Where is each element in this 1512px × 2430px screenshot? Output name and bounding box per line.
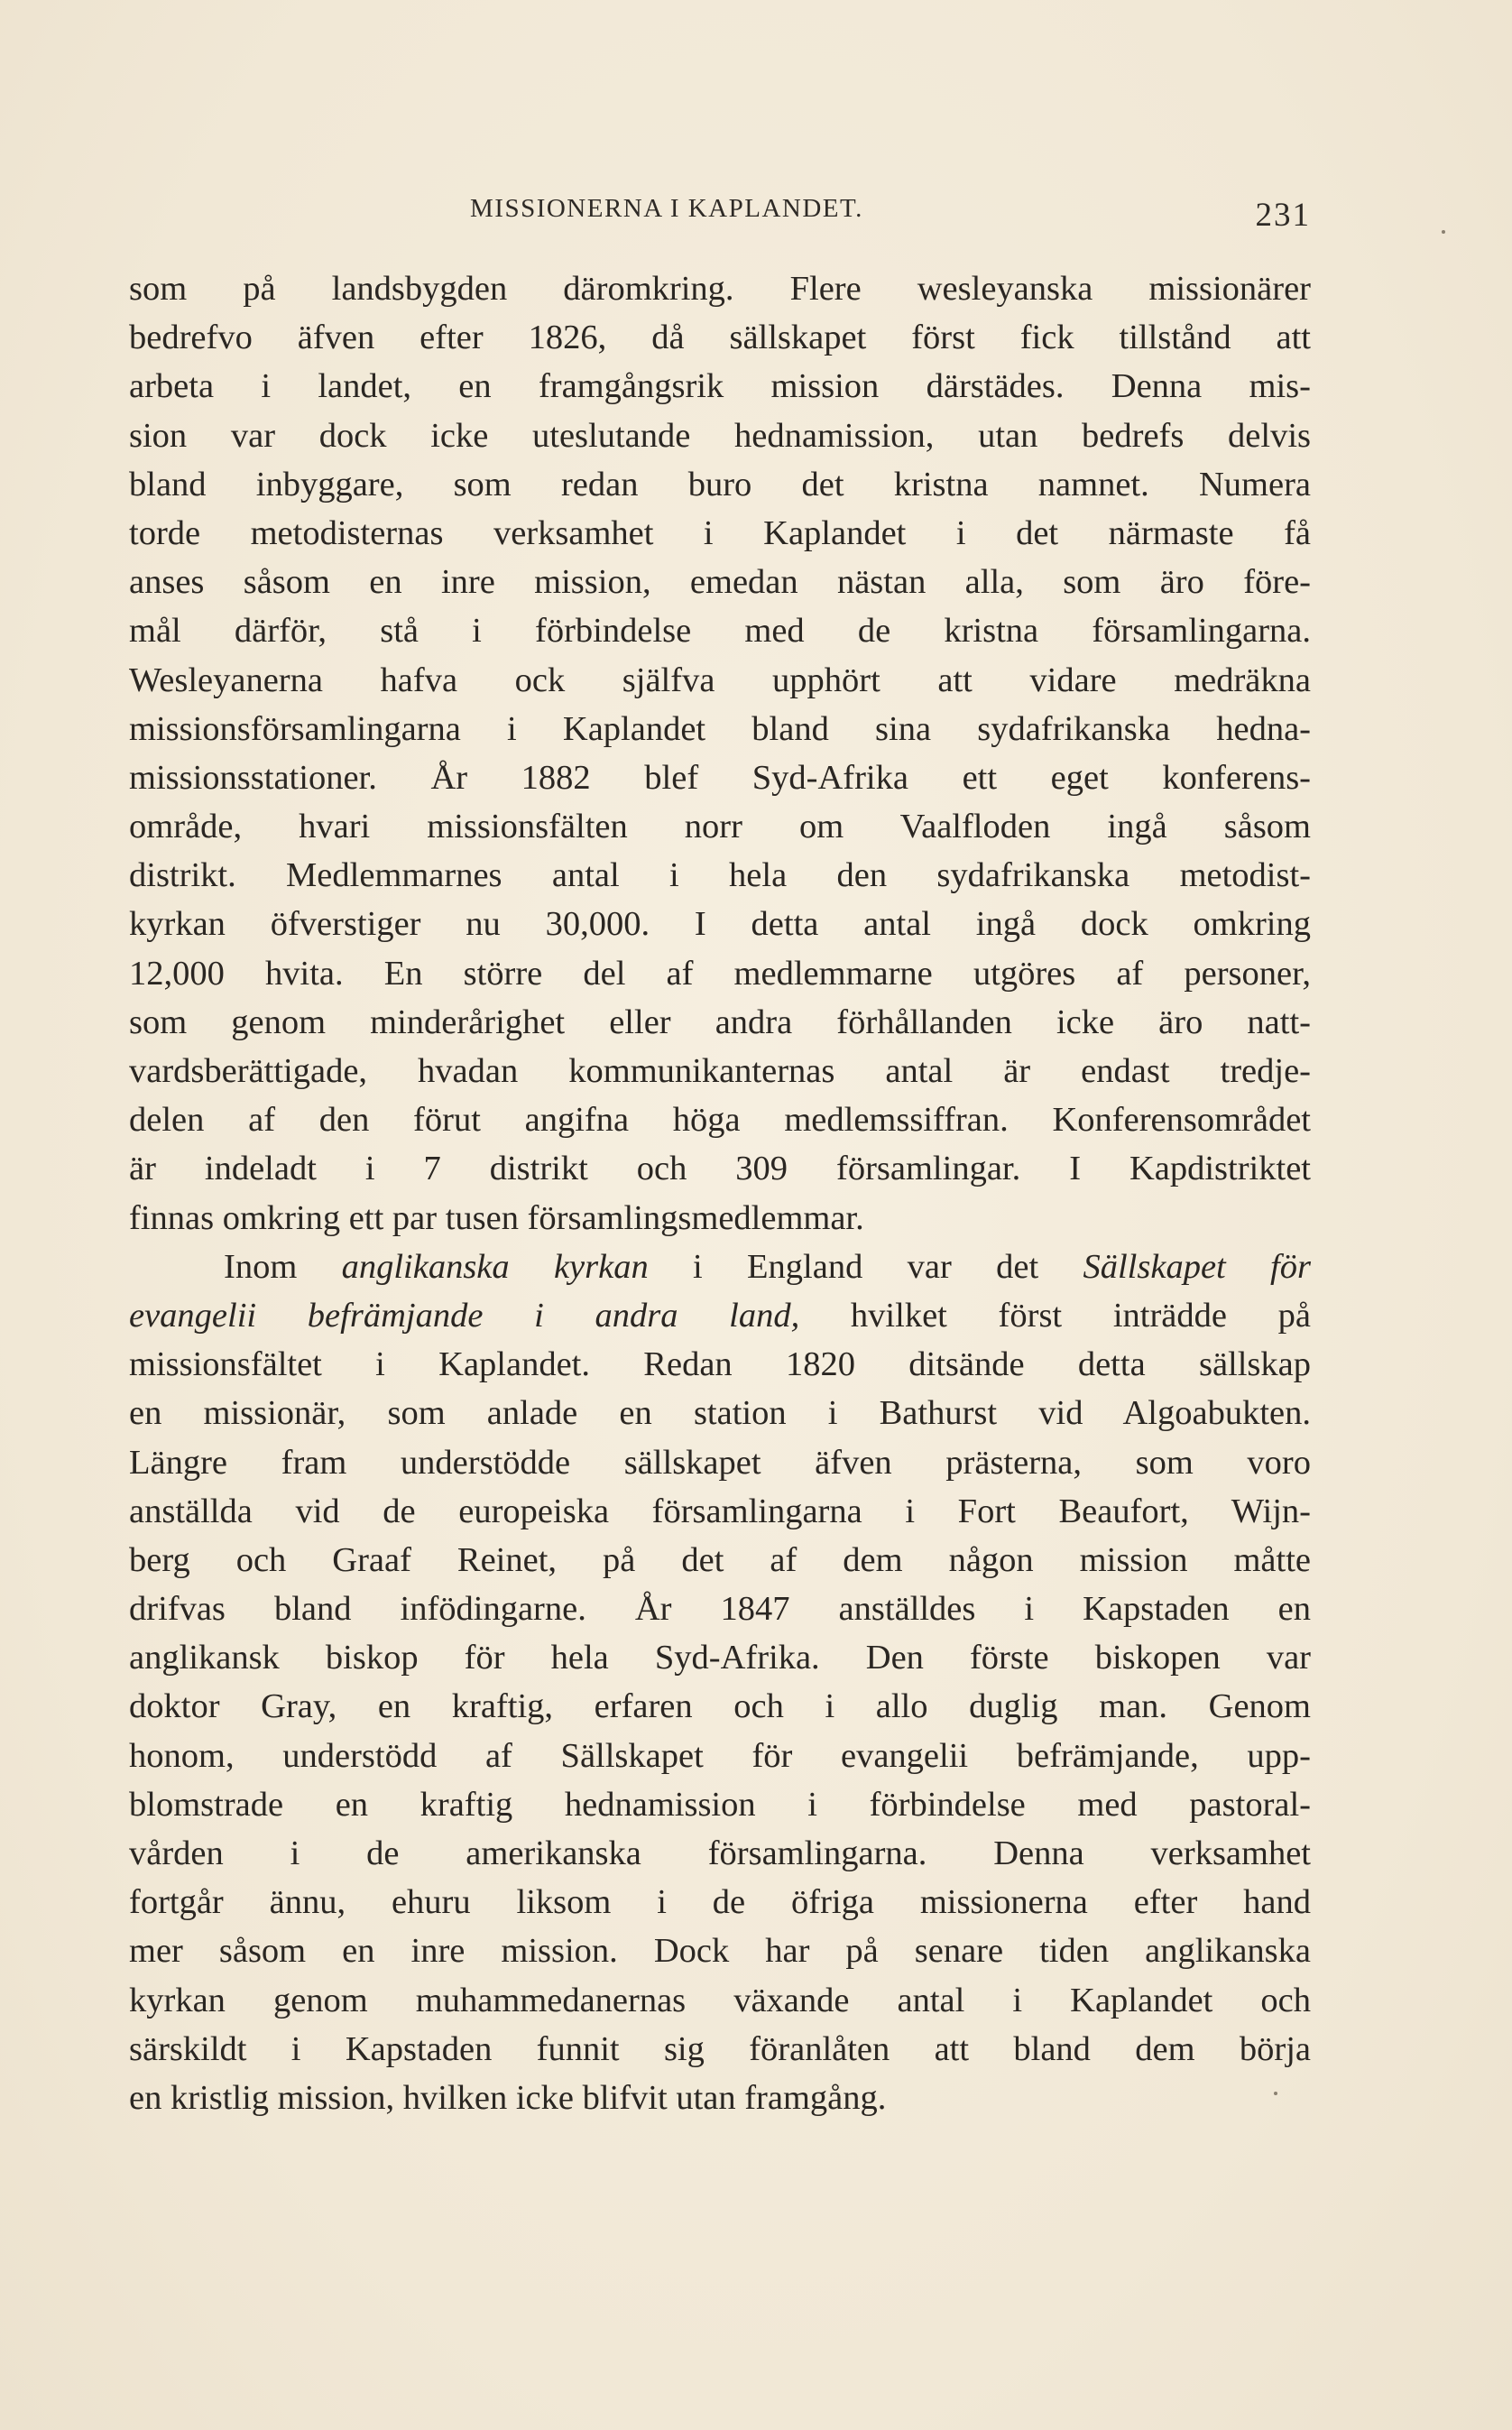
text-line xyxy=(129,1144,1311,1193)
text-line xyxy=(129,1682,1311,1731)
text-run: 12,000 hvita. En större del af medlemmarne utgöres af personer, xyxy=(129,954,1311,993)
text-line xyxy=(129,411,1311,460)
text-run: honom, understödd af Sällskapet för evangelii befrämjande, upp- xyxy=(129,1736,1311,1775)
text-line xyxy=(129,1487,1311,1536)
text-run: bland inbyggare, som redan buro det kristna namnet. Numera xyxy=(129,465,1311,504)
page-number: 231 xyxy=(1255,197,1311,234)
text-line xyxy=(129,264,1311,313)
paragraph xyxy=(129,264,1311,1243)
text-line xyxy=(129,1194,1311,1243)
text-run: doktor Gray, en kraftig, erfaren och i allo duglig man. Genom xyxy=(129,1687,1311,1726)
page-header xyxy=(129,194,1311,248)
text-run: finnas omkring ett par tusen församlingsmedlemmar. xyxy=(129,1198,864,1237)
text-line xyxy=(129,705,1311,753)
text-run: vården i de amerikanska församlingarna. Denna verksamhet xyxy=(129,1834,1311,1872)
text-line xyxy=(129,1732,1311,1780)
text-line xyxy=(129,2074,1311,2122)
text-run: missionsfältet i Kaplandet. Redan 1820 ditsände detta sällskap xyxy=(129,1345,1311,1384)
text-run: Wesleyanerna hafva ock själfva upphört att vidare medräkna xyxy=(129,661,1311,699)
text-run: hvilket först inträdde på xyxy=(799,1296,1311,1335)
text-run: arbeta i landet, en framgångsrik mission därstädes. Denna mis- xyxy=(129,367,1311,406)
text-line xyxy=(129,1536,1311,1585)
text-line xyxy=(129,1878,1311,1926)
text-run: i England var det xyxy=(648,1247,1083,1286)
text-line xyxy=(129,802,1311,851)
text-run: delen af den förut angifna höga medlemssiffran. Konferensområdet xyxy=(129,1101,1311,1140)
text-line xyxy=(129,1926,1311,1975)
text-run: är indeladt i 7 distrikt och 309 församlingar. I Kapdistriktet xyxy=(129,1150,1311,1188)
text-line xyxy=(129,1243,1311,1291)
text-run: som genom minderårighet eller andra förhållanden icke äro natt- xyxy=(129,1002,1311,1041)
text-run: anses såsom en inre mission, emedan nästan alla, som äro före- xyxy=(129,563,1311,602)
text-run: blomstrade en kraftig hednamission i förbindelse med pastoral- xyxy=(129,1785,1311,1824)
text-run: anställda vid de europeiska församlingarna i Fort Beaufort, Wijn- xyxy=(129,1492,1311,1530)
text-run: torde metodisternas verksamhet i Kaplandet i det närmaste få xyxy=(129,513,1311,552)
text-line xyxy=(129,460,1311,509)
text-line xyxy=(129,1633,1311,1682)
text-line xyxy=(129,606,1311,655)
text-run: distrikt. Medlemmarnes antal i hela den sydafrikanska metodist- xyxy=(129,856,1311,895)
text-line xyxy=(129,1976,1311,2025)
text-run: Inom xyxy=(224,1247,342,1286)
text-run: fortgår ännu, ehuru liksom i de öfriga missionerna efter hand xyxy=(129,1883,1311,1922)
text-run: berg och Graaf Reinet, på det af dem någon mission måtte xyxy=(129,1540,1311,1579)
text-line xyxy=(129,1095,1311,1144)
text-run: mer såsom en inre mission. Dock har på senare tiden anglikanska xyxy=(129,1932,1311,1971)
text-line xyxy=(129,558,1311,606)
italic-text: anglikanska kyrkan xyxy=(341,1247,649,1286)
text-run: anglikansk biskop för hela Syd-Afrika. Den förste biskopen var xyxy=(129,1639,1311,1677)
text-line xyxy=(129,1585,1311,1633)
text-line xyxy=(129,362,1311,411)
italic-text: evangelii befrämjande i andra land, xyxy=(129,1296,800,1335)
text-line xyxy=(129,1047,1311,1095)
text-run: Längre fram understödde sällskapet äfven prästerna, som voro xyxy=(129,1443,1311,1482)
text-line xyxy=(129,900,1311,948)
running-title: MISSIONERNA I KAPLANDET. xyxy=(470,194,863,223)
paragraph xyxy=(129,1243,1311,2122)
text-run: drifvas bland infödingarne. År 1847 anställdes i Kapstaden en xyxy=(129,1590,1311,1629)
text-line xyxy=(129,656,1311,705)
paper-speck xyxy=(1442,230,1445,234)
body-text xyxy=(129,264,1311,2122)
text-run: en missionär, som anlade en station i Bathurst vid Algoabukten. xyxy=(129,1394,1311,1433)
text-run: område, hvari missionsfälten norr om Vaalfloden ingå såsom xyxy=(129,808,1311,846)
text-line xyxy=(129,1389,1311,1437)
text-run: som på landsbygden däromkring. Flere wesleyanska missionärer xyxy=(129,270,1311,308)
text-line xyxy=(129,851,1311,900)
text-line xyxy=(129,2025,1311,2074)
text-line xyxy=(129,998,1311,1047)
text-run: en kristlig mission, hvilken icke blifvit utan framgång. xyxy=(129,2078,887,2117)
text-run: kyrkan öfverstiger nu 30,000. I detta antal ingå dock omkring xyxy=(129,905,1311,944)
paper-speck xyxy=(1274,2092,1277,2095)
text-run: mål därför, stå i förbindelse med de kristna församlingarna. xyxy=(129,612,1311,651)
text-run: missionsförsamlingarna i Kaplandet bland sina sydafrikanska hedna- xyxy=(129,709,1311,748)
text-line xyxy=(129,1340,1311,1389)
text-run: missionsstationer. År 1882 blef Syd-Afrika ett eget konferens- xyxy=(129,758,1311,797)
text-line xyxy=(129,1291,1311,1340)
text-run: kyrkan genom muhammedanernas växande antal i Kaplandet och xyxy=(129,1981,1311,2019)
text-run: bedrefvo äfven efter 1826, då sällskapet först fick tillstånd att xyxy=(129,319,1311,357)
text-line xyxy=(129,949,1311,998)
text-line xyxy=(129,313,1311,362)
text-line xyxy=(129,1438,1311,1487)
text-run: sion var dock icke uteslutande hednamission, utan bedrefs delvis xyxy=(129,416,1311,455)
text-run: vardsberättigade, hvadan kommunikanternas antal är endast tredje- xyxy=(129,1052,1311,1090)
text-line xyxy=(129,509,1311,558)
text-run: särskildt i Kapstaden funnit sig föranlåten att bland dem börja xyxy=(129,2029,1311,2068)
text-line xyxy=(129,753,1311,802)
text-line xyxy=(129,1829,1311,1878)
text-line xyxy=(129,1780,1311,1829)
italic-text: Sällskapet för xyxy=(1083,1247,1311,1286)
